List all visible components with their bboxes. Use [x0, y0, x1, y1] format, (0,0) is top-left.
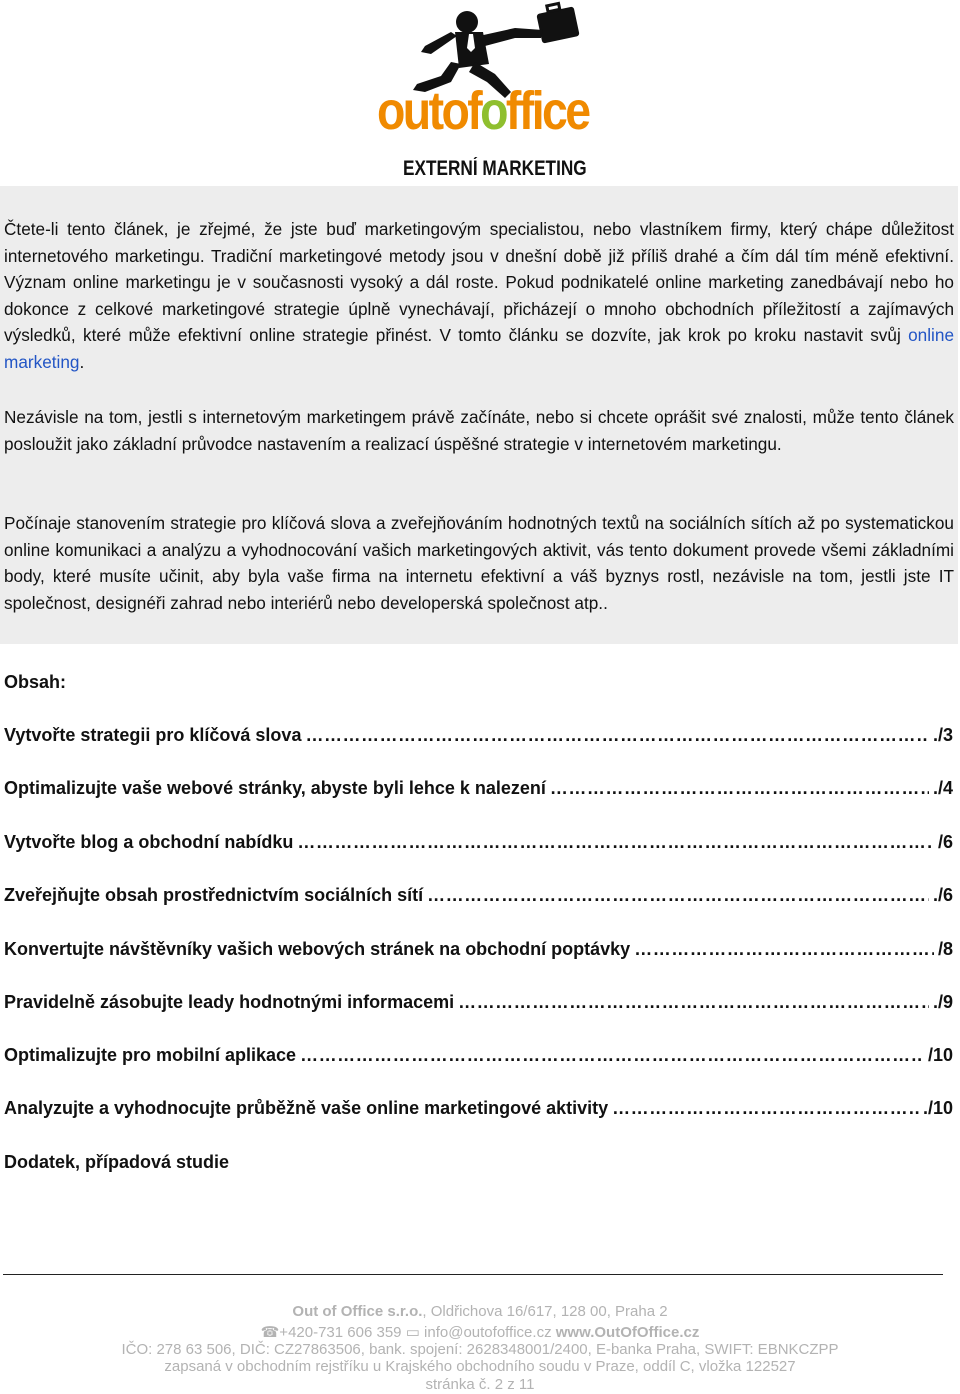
- toc-item[interactable]: Zveřejňujte obsah prostřednictvím sociálních sítí ………………………………………………………………………………………………………………………… ./6: [4, 885, 953, 911]
- footer-contacts: [0, 1324, 960, 1342]
- intro-paragraph-2: Nezávisle na tom, jestli s internetovým marketingem právě začínáte, nebo si chcete oprášit své znalosti, může tento článek posloužit jako základní průvodce nastavením a realizací úspěšné strategie v internetovém marketingu.: [4, 407, 954, 454]
- company-logo: [355, 0, 605, 186]
- toc-item[interactable]: Konvertujte návštěvníky vašich webových stránek na obchodní poptávky ………………………………………………………………………………………………………………………… /8: [4, 939, 953, 965]
- footer-company-ids: IČO: 278 63 506, DIČ: CZ27863506, bank. spojení: 2628348001/2400, E-banka Praha, SWIFT: EBNKCZPP: [121, 1341, 839, 1358]
- toc-item[interactable]: Vytvořte strategii pro klíčová slova ………………………………………………………………………………………………………………………… ./3: [4, 725, 953, 751]
- logo-subtitle: EXTERNÍ MARKETING: [403, 157, 587, 180]
- toc-item[interactable]: Vytvořte blog a obchodní nabídku ………………………………………………………………………………………………………………………… /6: [4, 832, 953, 858]
- page-number: stránka č. 2 z 11: [425, 1376, 535, 1393]
- monitor-icon: ▭: [405, 1324, 420, 1341]
- toc-item-appendix[interactable]: Dodatek, případová studie: [4, 1152, 230, 1172]
- logo-wordmark: outofoffice: [377, 81, 589, 141]
- toc-heading: Obsah:: [4, 672, 67, 692]
- email-link[interactable]: info@outofoffice.cz: [424, 1324, 552, 1341]
- toc-item[interactable]: Optimalizujte pro mobilní aplikace ………………………………………………………………………………………………………………………… /10: [4, 1045, 953, 1071]
- footer-registry: zapsaná v obchodním rejstříku u Krajského obchodního soudu v Praze, oddíl C, vložka 122527: [164, 1358, 796, 1375]
- toc-item[interactable]: Optimalizujte vaše webové stránky, abyste byli lehce k nalezení ………………………………………………………………………………………………………………………… ./4: [4, 778, 953, 804]
- online-marketing-link[interactable]: online marketing: [4, 325, 954, 372]
- phone-number: ☎+420-731 606 359: [260, 1324, 402, 1341]
- intro-paragraph-3: Počínaje stanovením strategie pro klíčová slova a zveřejňováním hodnotných textů na sociálních sítích až po systematickou online komunikaci a analýzu a vyhodnocování vašich marketingových aktivit, vás tento dokument provede všemi základními body, které musíte učinit, aby byla vaše firma na internetu efektivní a váš byznys rostl, nezávisle na tom, jestli jste IT společnost, designéři zahrad nebo interiérů nebo developerská společnost atp..: [4, 513, 954, 613]
- footer-company: Out of Office s.r.o., Oldřichova 16/617, 128 00, Praha 2: [292, 1303, 668, 1320]
- website-link[interactable]: www.OutOfOffice.cz: [555, 1324, 700, 1341]
- toc-item[interactable]: Pravidelně zásobujte leady hodnotnými informacemi ………………………………………………………………………………………………………………………… ./9: [4, 992, 953, 1018]
- intro-paragraph-1: Čtete-li tento článek, je zřejmé, že jste buď marketingovým specialistou, nebo vlastníkem firmy, který chápe důležitost internetového marketingu. Tradiční marketingové metody jsou v dnešní době již příliš drahé a čím dál tím méně efektivní. Význam online marketingu je v současnosti vysoký a dál roste. Pokud podnikatelé online marketing zanedbávají nebo ho dokonce z celkové marketingové strategie úplně vynechávají, přicházejí o mnoho obchodních příležitostí a zajímavých výsledků, které může efektivní online strategie přinést. V tomto článku se dozvíte, jak krok po kroku nastavit svůj online marketing.: [4, 219, 954, 372]
- toc-item[interactable]: Analyzujte a vyhodnocujte průběžně vaše online marketingové aktivity ………………………………………………………………………………………………………………………… ./10: [4, 1098, 953, 1124]
- footer-divider: [3, 1274, 943, 1275]
